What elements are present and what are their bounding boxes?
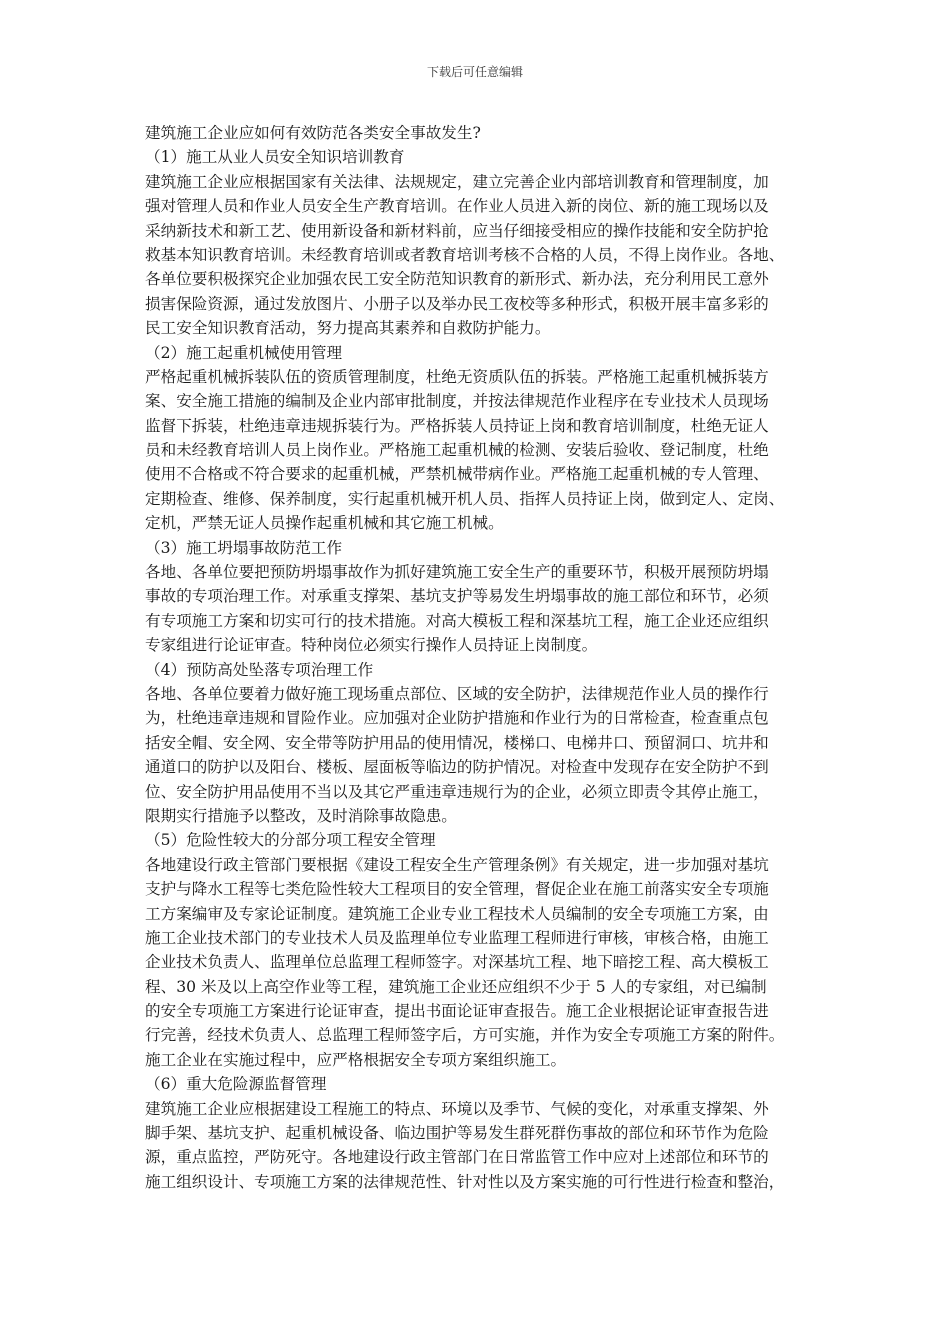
paragraph-line: 事故的专项治理工作。对承重支撑架、基坑支护等易发生坍塌事故的施工部位和环节，必须	[145, 587, 769, 606]
section-heading: （3）施工坍塌事故防范工作	[145, 538, 343, 557]
document-body	[145, 121, 825, 1194]
paragraph-line: 各地、各单位要着力做好施工现场重点部位、区域的安全防护，法律规范作业人员的操作行	[145, 684, 769, 703]
document-title: 建筑施工企业应如何有效防范各类安全事故发生?	[145, 124, 481, 142]
paragraph-line: 为，杜绝违章违规和冒险作业。应加强对企业防护措施和作业行为的日常检查，检查重点包	[145, 709, 769, 728]
section-heading: （1）施工从业人员安全知识培训教育	[145, 148, 405, 167]
paragraph-line: 施工企业技术部门的专业技术人员及监理单位专业监理工程师进行审核，审核合格，由施工	[145, 928, 769, 947]
section-heading: （4）预防高处坠落专项治理工作	[145, 660, 374, 679]
paragraph-line: 采纳新技术和新工艺、使用新设备和新材料前，应当仔细接受相应的操作技能和安全防护抢	[145, 221, 769, 240]
section-1	[145, 145, 825, 340]
paragraph-line: 定机，严禁无证人员操作起重机械和其它施工机械。	[145, 514, 504, 533]
paragraph-line: 的安全专项施工方案进行论证审查，提出书面论证审查报告。施工企业根据论证审查报告进	[145, 1002, 769, 1021]
section-4	[145, 658, 825, 829]
paragraph-line: 位、安全防护用品使用不当以及其它严重违章违规行为的企业，必须立即责令其停止施工，	[145, 782, 769, 801]
paragraph-line: 强对管理人员和作业人员安全生产教育培训。在作业人员进入新的岗位、新的施工现场以及	[145, 197, 769, 216]
section-heading: （5）危险性较大的分部分项工程安全管理	[145, 831, 436, 850]
paragraph-line: 案、安全施工措施的编制及企业内部审批制度，并按法律规范作业程序在专业技术人员现场	[145, 392, 769, 411]
paragraph-line: 脚手架、基坑支护、起重机械设备、临边围护等易发生群死群伤事故的部位和环节作为危险	[145, 1124, 769, 1143]
paragraph-line: 员和未经教育培训人员上岗作业。严格施工起重机械的检测、安装后验收、登记制度，杜绝	[145, 441, 769, 460]
paragraph-line: 施工组织设计、专项施工方案的法律规范性、针对性以及方案实施的可行性进行检查和整治，	[145, 1172, 785, 1191]
paragraph-line: 各地建设行政主管部门要根据《建设工程安全生产管理条例》有关规定，进一步加强对基坑	[145, 855, 769, 874]
section-6	[145, 1072, 825, 1194]
paragraph-line: 建筑施工企业应根据建设工程施工的特点、环境以及季节、气候的变化，对承重支撑架、外	[145, 1099, 769, 1118]
section-5	[145, 828, 825, 1072]
paragraph-line: 定期检查、维修、保养制度，实行起重机械开机人员、指挥人员持证上岗，做到定人、定岗、	[145, 489, 785, 508]
paragraph-line: 专家组进行论证审查。特种岗位必须实行操作人员持证上岗制度。	[145, 636, 598, 655]
section-heading: （6）重大危险源监督管理	[145, 1075, 327, 1094]
paragraph-line: 限期实行措施予以整改，及时消除事故隐患。	[145, 806, 457, 825]
section-3	[145, 536, 825, 658]
paragraph-line: 救基本知识教育培训。未经教育培训或者教育培训考核不合格的人员，不得上岗作业。各地、	[145, 245, 785, 264]
paragraph-line: 源，重点监控，严防死守。各地建设行政主管部门在日常监管工作中应对上述部位和环节的	[145, 1148, 769, 1167]
paragraph-line: 支护与降水工程等七类危险性较大工程项目的安全管理，督促企业在施工前落实安全专项施	[145, 880, 769, 899]
paragraph-line: 各单位要积极探究企业加强农民工安全防范知识教育的新形式、新办法，充分利用民工意外	[145, 270, 769, 289]
paragraph-line: 企业技术负责人、监理单位总监理工程师签字。对深基坑工程、地下暗挖工程、高大模板工	[145, 953, 769, 972]
paragraph-line: 程、30 米及以上高空作业等工程，建筑施工企业还应组织不少于 5 人的专家组，对已编制	[145, 977, 767, 996]
section-2	[145, 341, 825, 536]
paragraph-line: 损害保险资源，通过发放图片、小册子以及举办民工夜校等多种形式，积极开展丰富多彩的	[145, 294, 769, 313]
paragraph-line: 行完善，经技术负责人、总监理工程师签字后，方可实施，并作为安全专项施工方案的附件。	[145, 1026, 785, 1045]
paragraph-line: 使用不合格或不符合要求的起重机械，严禁机械带病作业。严格施工起重机械的专人管理、	[145, 465, 769, 484]
paragraph-line: 施工企业在实施过程中，应严格根据安全专项方案组织施工。	[145, 1050, 567, 1069]
paragraph-line: 各地、各单位要把预防坍塌事故作为抓好建筑施工安全生产的重要环节，积极开展预防坍塌	[145, 563, 769, 582]
paragraph-line: 严格起重机械拆装队伍的资质管理制度，杜绝无资质队伍的拆装。严格施工起重机械拆装方	[145, 367, 769, 386]
paragraph-line: 建筑施工企业应根据国家有关法律、法规规定，建立完善企业内部培训教育和管理制度，加	[145, 172, 769, 191]
paragraph-line: 通道口的防护以及阳台、楼板、屋面板等临边的防护情况。对检查中发现存在安全防护不到	[145, 758, 769, 777]
page-header: 下载后可任意编辑	[426, 65, 523, 79]
paragraph-line: 监督下拆装，杜绝违章违规拆装行为。严格拆装人员持证上岗和教育培训制度，杜绝无证人	[145, 416, 769, 435]
paragraph-line: 工方案编审及专家论证制度。建筑施工企业专业工程技术人员编制的安全专项施工方案，由	[145, 904, 769, 923]
paragraph-line: 民工安全知识教育活动，努力提高其素养和自救防护能力。	[145, 319, 551, 338]
section-heading: （2）施工起重机械使用管理	[145, 343, 343, 362]
paragraph-line: 括安全帽、安全网、安全带等防护用品的使用情况，楼梯口、电梯井口、预留洞口、坑井和	[145, 733, 769, 752]
paragraph-line: 有专项施工方案和切实可行的技术措施。对高大模板工程和深基坑工程，施工企业还应组织	[145, 611, 769, 630]
